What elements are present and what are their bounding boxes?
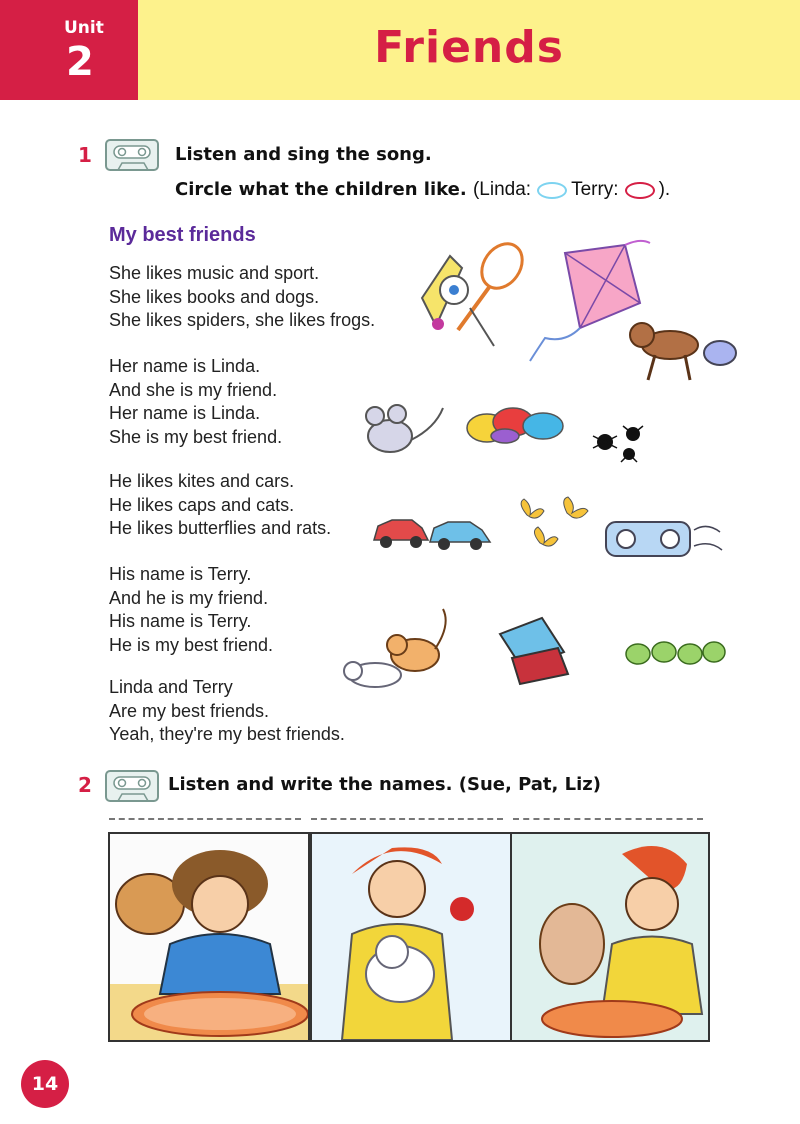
picture-panel-3 [510, 832, 710, 1042]
song-line: Are my best friends. [109, 700, 270, 721]
answer-line-2[interactable] [311, 818, 503, 820]
terry-red-oval-icon [625, 182, 655, 199]
unit-label: Unit [64, 18, 104, 38]
circle-instruction: Circle what the children like. [175, 179, 467, 200]
butterflies-picture [512, 495, 592, 560]
spiders-picture [585, 418, 655, 466]
song-line: And she is my friend. [109, 379, 278, 400]
linda-blue-oval-icon [537, 182, 567, 199]
cars-picture [370, 510, 495, 552]
frogs-picture [622, 628, 727, 673]
exercise-1-instruction-2 [175, 179, 670, 201]
song-line: She likes spiders, she likes frogs. [109, 310, 376, 330]
page-number: 14 [21, 1060, 69, 1108]
song-line: She likes music and sport. [109, 263, 320, 283]
answer-line-3[interactable] [513, 818, 703, 820]
song-line: She is my best friend. [109, 426, 283, 447]
radio-picture [602, 510, 727, 572]
exercise-2-number: 2 [78, 773, 92, 797]
rats-picture [355, 398, 450, 463]
cassette-icon [104, 767, 162, 805]
song-stanza-3 [109, 470, 331, 541]
title-banner [138, 0, 800, 100]
unit-number: 2 [66, 39, 94, 85]
legend-terry-label: Terry: [571, 179, 619, 200]
song-line: He likes butterflies and rats. [109, 518, 332, 538]
song-line: He likes caps and cats. [109, 494, 295, 515]
legend-close: ). [658, 179, 671, 200]
dogs-picture [620, 295, 740, 385]
girl-eating-pizza-picture [110, 834, 308, 1040]
song-title: My best friends [109, 224, 256, 246]
song-line: He likes kites and cars. [109, 471, 295, 491]
song-line: Linda and Terry [109, 677, 233, 697]
exercise-1-number: 1 [78, 143, 92, 167]
picture-panel-2 [310, 832, 512, 1042]
song-line: Yeah, they're my best friends. [109, 724, 345, 744]
answer-line-1[interactable] [109, 818, 301, 820]
cats-picture [335, 605, 453, 697]
legend-linda-label: (Linda: [472, 179, 532, 200]
song-line: His name is Terry. [109, 611, 252, 631]
exercise-2-instruction: Listen and write the names. (Sue, Pat, Liz) [168, 774, 601, 795]
unit-badge [0, 0, 138, 100]
song-stanza-1 [109, 262, 375, 333]
books-picture [492, 612, 582, 690]
song-line: He is my best friend. [109, 634, 274, 655]
picture-panel-1 [108, 832, 310, 1042]
song-line: She likes books and dogs. [109, 286, 320, 307]
cassette-icon [104, 136, 162, 174]
girl-with-cat-picture [312, 834, 510, 1040]
exercise-1-instruction-1: Listen and sing the song. [175, 144, 432, 165]
song-line: His name is Terry. [109, 564, 252, 584]
girl-with-dog-pizza-picture [512, 834, 708, 1040]
song-stanza-2 [109, 355, 282, 449]
page-title: Friends [374, 22, 564, 73]
caps-picture [465, 400, 570, 448]
sport-equipment-picture [410, 238, 530, 353]
song-line: Her name is Linda. [109, 403, 261, 423]
song-line: Her name is Linda. [109, 356, 261, 376]
song-stanza-4 [109, 563, 273, 657]
song-stanza-5 [109, 676, 345, 747]
song-line: And he is my friend. [109, 587, 269, 608]
